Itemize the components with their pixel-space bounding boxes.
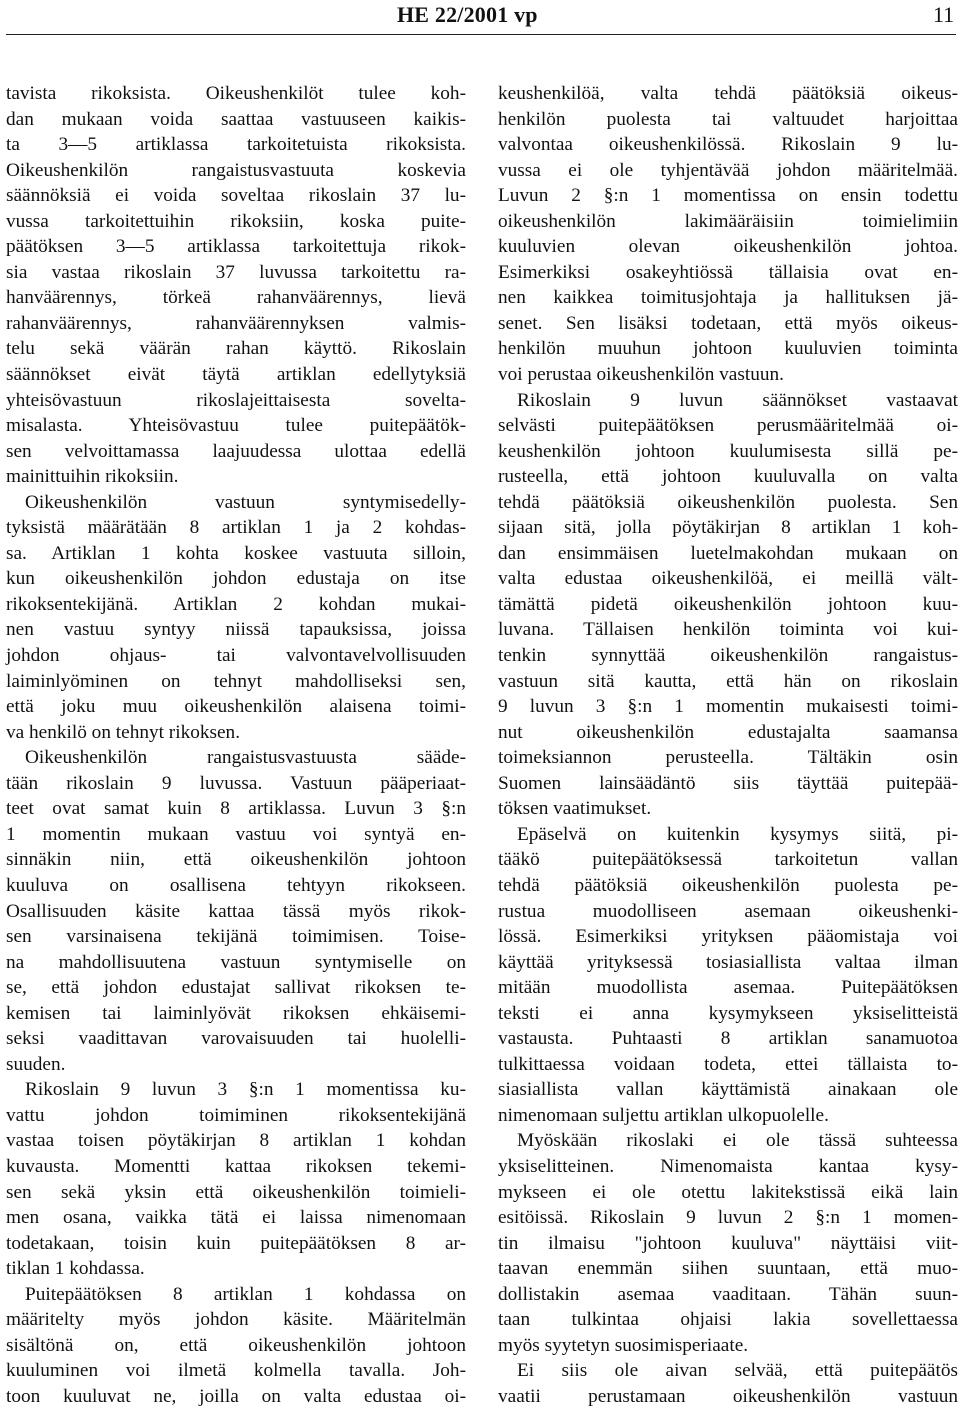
- right-column: [498, 81, 958, 1409]
- text-line: lössä. Esimerkiksi yrityksen pääomistaja voi: [498, 926, 958, 948]
- text-line: Esimerkiksi osakeyhtiössä tällaisia ovat en-: [498, 261, 958, 283]
- text-line: se, että johdon edustajat sallivat rikoksen te-: [6, 977, 466, 999]
- text-line: vattu johdon toimiminen rikoksentekijänä: [6, 1104, 466, 1126]
- paragraph: [6, 490, 466, 745]
- text-line: keushenkilön johtoon kuulumisesta sillä pe-: [498, 440, 958, 462]
- text-line: Oikeushenkilön rangaistusvastuusta sääde-: [25, 747, 466, 769]
- text-line: seksi vaadittavan varovaisuuden tai huolelli-: [6, 1028, 466, 1050]
- paragraph: [6, 745, 466, 1077]
- text-line: va henkilö on tehnyt rikoksen.: [6, 721, 241, 743]
- text-line: sisältönä on, että oikeushenkilön johtoon: [6, 1334, 466, 1356]
- text-line: selvästi puitepäätöksen perusmääritelmää oi-: [498, 415, 958, 437]
- text-line: rikoksentekijänä. Artiklan 2 kohdan mukai-: [6, 593, 466, 615]
- text-line: mitään muodollista asemaa. Puitepäätöksen: [498, 977, 958, 999]
- text-line: siasiallista vallan käyttämistä ainakaan ole: [498, 1079, 958, 1101]
- text-line: senet. Sen lisäksi todetaan, että myös oikeus-: [498, 312, 958, 334]
- text-line: määritelty myös johdon käsite. Määritelmän: [6, 1309, 466, 1331]
- text-line: Rikoslain 9 luvun säännökset vastaavat: [517, 389, 958, 411]
- text-line: tämättä pidetä oikeushenkilön johtoon kuu-: [498, 593, 958, 615]
- text-line: voi perustaa oikeushenkilön vastuun.: [498, 364, 784, 386]
- text-line: rahanväärennys, rahanväärennyksen valmis-: [6, 312, 466, 334]
- text-line: todetakaan, toisin kuin puitepäätöksen 8 ar-: [6, 1232, 466, 1254]
- text-line: dollistakin asemaa vaaditaan. Tähän suun-: [498, 1283, 958, 1305]
- text-line: valvontaa oikeushenkilössä. Rikoslain 9 lu-: [498, 134, 958, 156]
- text-line: 9 luvun 3 §:n 1 momentin mukaisesti toimi-: [498, 696, 958, 718]
- text-line: valta edustaa oikeushenkilöä, ei meillä vält-: [498, 568, 958, 590]
- text-line: henkilön muuhun johtoon kuuluvien toiminta: [498, 338, 958, 360]
- text-line: myös syytetyn suosimisperiaate.: [498, 1334, 749, 1356]
- text-line: esitöissä. Rikoslain 9 luvun 2 §:n 1 momen-: [498, 1207, 958, 1229]
- text-line: yksiselitteinen. Nimenomaista kantaa kysy-: [498, 1155, 958, 1177]
- text-line: dan ensimmäisen luetelmakohdan mukaan on: [498, 542, 958, 564]
- text-line: säännöksiä ei voida soveltaa rikoslain 37 lu-: [6, 185, 466, 207]
- text-line: dan mukaan voida saattaa vastuuseen kaikis-: [6, 108, 466, 130]
- text-line: toon kuuluvat ne, joilla on valta edustaa oi-: [6, 1385, 466, 1407]
- text-line: tehdä päätöksiä oikeushenkilön puolesta. Sen: [498, 491, 958, 513]
- paragraph: [498, 1358, 958, 1409]
- text-line: Osallisuuden käsite kattaa tässä myös rikok-: [6, 900, 466, 922]
- text-line: teet ovat samat kuin 8 artiklassa. Luvun 3 §:n: [6, 798, 466, 820]
- text-line: vastausta. Puhtaasti 8 artiklan sanamuotoa: [498, 1028, 958, 1050]
- text-line: Suomen lainsäädäntö siis täyttää puitepää-: [498, 772, 958, 794]
- text-line: kuuluvien olevan oikeushenkilön johtoa.: [498, 236, 958, 258]
- text-line: taan tulkintaa ohjaisi lakia sovellettaessa: [498, 1309, 958, 1331]
- text-line: luvana. Tällaisen henkilön toiminta voi kui-: [498, 619, 958, 641]
- text-line: vussa ei ole tyhjentävää johdon määritelmää.: [498, 159, 958, 181]
- text-line: ta 3—5 artiklassa tarkoitetuista rikoksista.: [6, 134, 466, 156]
- page-number: 11: [933, 2, 955, 27]
- text-line: vastaa toisen pöytäkirjan 8 artiklan 1 kohdan: [6, 1130, 466, 1152]
- text-line: kemisen tai laiminlyövät rikoksen ehkäisemi-: [6, 1002, 466, 1024]
- text-line: sia vastaa rikoslain 37 luvussa tarkoitettu ra-: [6, 261, 466, 283]
- text-line: nut oikeushenkilön edustajalta saamansa: [498, 721, 958, 743]
- text-line: henkilön puolesta tai valtuudet harjoittaa: [498, 108, 958, 130]
- text-line: mainittuihin rikoksiin.: [6, 466, 179, 488]
- text-line: vastuun sitä kautta, että hän on rikoslain: [498, 670, 958, 692]
- text-line: Epäselvä on kuitenkin kysymys siitä, pi-: [517, 823, 958, 845]
- text-line: men osana, vaikka tätä ei laissa nimenomaan: [6, 1207, 466, 1229]
- text-line: rusteella, että johtoon kuuluvalla on valta: [498, 466, 958, 488]
- text-line: Luvun 2 §:n 1 momentissa on ensin todettu: [498, 185, 958, 207]
- text-line: tin ilmaisu "johtoon kuuluva" näyttäisi viit-: [498, 1232, 958, 1254]
- text-line: Puitepäätöksen 8 artiklan 1 kohdassa on: [25, 1283, 466, 1305]
- left-column: [6, 81, 466, 1409]
- text-line: tiklan 1 kohdassa.: [6, 1258, 145, 1280]
- text-line: johdon ohjaus- tai valvontavelvollisuuden: [6, 645, 466, 667]
- text-line: mykseen ei ole otettu lakitekstissä eikä lain: [498, 1181, 958, 1203]
- text-line: tenkin synnyttää oikeushenkilön rangaistus-: [498, 645, 958, 667]
- text-line: sen velvoittamassa laajuudessa ulottaa edellä: [6, 440, 466, 462]
- text-line: vaatii perustamaan oikeushenkilön vastuun: [498, 1385, 958, 1407]
- paragraph: [6, 1077, 466, 1281]
- page-header: [0, 0, 960, 40]
- text-line: oikeushenkilön lakimääräisiin toimielimiin: [498, 210, 958, 232]
- text-line: sen sekä yksin että oikeushenkilön toimieli-: [6, 1181, 466, 1203]
- text-line: Oikeushenkilön vastuun syntymisedelly-: [25, 491, 466, 513]
- text-line: nen vastuu syntyy niissä tapauksissa, joissa: [6, 619, 466, 641]
- text-line: yhteisövastuun rikoslajeittaisesta sovelta-: [6, 389, 466, 411]
- paragraph: [498, 81, 958, 388]
- text-line: teksti ei anna kysymykseen yksiselitteistä: [498, 1002, 958, 1024]
- header-rule: [6, 34, 956, 35]
- text-line: nen kaikkea toimitusjohtaja ja hallituksen jä-: [498, 287, 958, 309]
- text-line: käyttää yrityksessä tosiasiallista valtaa ilman: [498, 951, 958, 973]
- text-line: hanväärennys, törkeä rahanväärennys, lievä: [6, 287, 466, 309]
- text-line: toimeksiannon perusteella. Tältäkin osin: [498, 747, 958, 769]
- text-line: säännökset eivät täytä artiklan edellytyksiä: [6, 364, 466, 386]
- text-line: sa. Artiklan 1 kohta koskee vastuuta silloin,: [6, 542, 466, 564]
- text-line: tulkittaessa voidaan todeta, ettei tällaista to-: [498, 1053, 958, 1075]
- text-line: tään rikoslain 9 luvussa. Vastuun pääperiaat-: [6, 772, 466, 794]
- text-line: laiminlyöminen on tehnyt mahdolliseksi sen,: [6, 670, 466, 692]
- paragraph: [498, 388, 958, 822]
- text-line: keushenkilöä, valta tehdä päätöksiä oikeus-: [498, 83, 958, 104]
- text-line: Ei siis ole aivan selvää, että puitepäätös: [517, 1360, 958, 1382]
- text-line: sijaan sitä, jolla pöytäkirjan 8 artiklan 1 koh-: [498, 517, 958, 539]
- text-line: nimenomaan suljettu artiklan ulkopuolelle.: [498, 1104, 829, 1126]
- text-line: telu sekä väärän rahan käyttö. Rikoslain: [6, 338, 466, 360]
- text-line: sen varsinaisena tekijänä toimimisen. Toise-: [6, 926, 466, 948]
- text-line: sinnäkin niin, että oikeushenkilön johtoon: [6, 849, 466, 871]
- text-line: Myöskään rikoslaki ei ole tässä suhteessa: [517, 1130, 958, 1152]
- text-line: 1 momentin mukaan vastuu voi syntyä en-: [6, 823, 466, 845]
- text-line: tavista rikoksista. Oikeushenkilöt tulee koh-: [6, 83, 466, 104]
- text-line: tyksistä määrätään 8 artiklan 1 ja 2 kohdas-: [6, 517, 466, 539]
- paragraph: [498, 1128, 958, 1358]
- document-id: HE 22/2001 vp: [397, 2, 538, 27]
- text-line: Rikoslain 9 luvun 3 §:n 1 momentissa ku-: [25, 1079, 466, 1101]
- text-line: töksen vaatimukset.: [498, 798, 652, 820]
- paragraph: [6, 81, 466, 490]
- text-line: että joku muu oikeushenkilön alaisena toimi-: [6, 696, 466, 718]
- text-line: kuvausta. Momentti kattaa rikoksen tekemi-: [6, 1155, 466, 1177]
- text-line: Oikeushenkilön rangaistusvastuuta koskevia: [6, 159, 466, 181]
- text-line: suuden.: [6, 1053, 66, 1075]
- text-line: kuuluminen voi ilmetä kolmella tavalla. Joh-: [6, 1360, 466, 1382]
- text-line: tääkö puitepäätöksessä tarkoitetun vallan: [498, 849, 958, 871]
- text-line: rustua muodolliseen asemaan oikeushenki-: [498, 900, 958, 922]
- text-line: kuuluva on osallisena tehtyyn rikokseen.: [6, 874, 466, 896]
- text-line: kun oikeushenkilön johdon edustaja on itse: [6, 568, 466, 590]
- text-line: päätöksen 3—5 artiklassa tarkoitettuja rikok-: [6, 236, 466, 258]
- text-line: vussa tarkoitettuihin rikoksiin, koska puite-: [6, 210, 466, 232]
- text-line: tehdä päätöksiä oikeushenkilön puolesta pe-: [498, 874, 958, 896]
- text-line: taavan enemmän siihen suuntaan, että muo-: [498, 1258, 958, 1280]
- paragraph: [498, 822, 958, 1129]
- text-line: na mahdollisuutena vastuun syntymiselle on: [6, 951, 466, 973]
- text-line: misalasta. Yhteisövastuu tulee puitepäätök-: [6, 415, 466, 437]
